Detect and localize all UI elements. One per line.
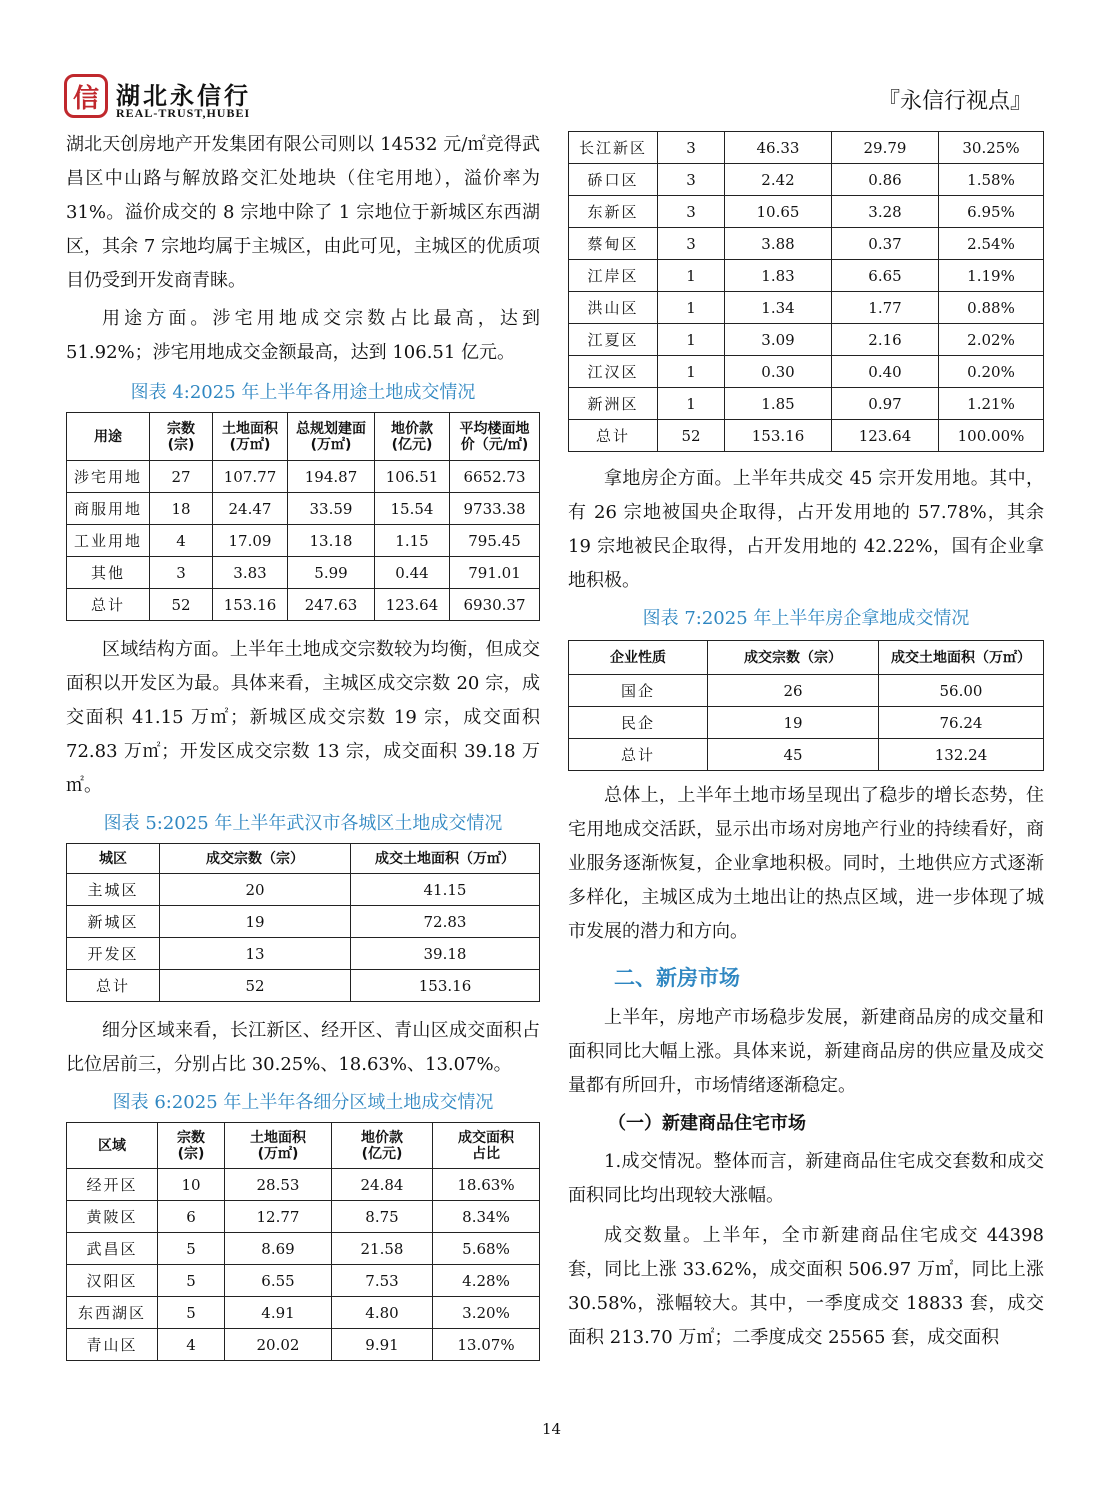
table-cell: 795.45: [450, 525, 540, 557]
table-cell: 0.86: [832, 164, 939, 196]
table-cell: 3.28: [832, 196, 939, 228]
table-cell: 6.55: [225, 1265, 332, 1297]
table-cell: 3.88: [725, 228, 832, 260]
table-cell: 总计: [569, 739, 708, 771]
column-header: 宗数 (宗): [158, 1123, 225, 1169]
table-cell: 76.24: [879, 707, 1044, 739]
table-cell: 10: [158, 1169, 225, 1201]
table-cell: 24.47: [213, 493, 288, 525]
table-cell: 商服用地: [67, 493, 150, 525]
table-cell: 123.64: [832, 420, 939, 452]
table-header-row: [67, 844, 540, 874]
table-cell: 18: [150, 493, 213, 525]
table-cell: 开发区: [67, 938, 160, 970]
table-total-row: [569, 420, 1044, 452]
sub-district-table: [66, 1122, 540, 1361]
table-cell: 194.87: [288, 461, 375, 493]
table-cell: 72.83: [351, 906, 540, 938]
paragraph: 用途方面。涉宅用地成交宗数占比最高，达到 51.92%；涉宅用地成交金额最高，达到 106.51 亿元。: [66, 308, 540, 363]
table-cell: 武昌区: [67, 1233, 158, 1265]
table-cell: 4.80: [332, 1297, 433, 1329]
developer-table: [568, 640, 1044, 771]
page-number: 14: [541, 1420, 562, 1438]
table-cell: 0.37: [832, 228, 939, 260]
table-cell: 6.65: [832, 260, 939, 292]
table-cell: 总计: [67, 589, 150, 621]
table-cell: 33.59: [288, 493, 375, 525]
table-cell: 107.77: [213, 461, 288, 493]
table-cell: 2.02%: [939, 324, 1044, 356]
table-row: [569, 675, 1044, 707]
table-cell: 247.63: [288, 589, 375, 621]
table-cell: 10.65: [725, 196, 832, 228]
table-cell: 46.33: [725, 132, 832, 164]
table-cell: 1.21%: [939, 388, 1044, 420]
table-cell: 6652.73: [450, 461, 540, 493]
table-row: [67, 1233, 540, 1265]
table-row: [569, 707, 1044, 739]
table-cell: 791.01: [450, 557, 540, 589]
table-cell: 12.77: [225, 1201, 332, 1233]
table-cell: 41.15: [351, 874, 540, 906]
paragraph: 成交数量。上半年，全市新建商品住宅成交 44398 套，同比上涨 33.62%，成交面积 506.97 万㎡，同比上涨 30.58%，涨幅较大。其中，一季度成交 18833 套，成交面积 213.70 万㎡；二季度成交 25565 套，成交面积: [568, 1225, 1044, 1348]
table-cell: 9733.38: [450, 493, 540, 525]
table-cell: 27: [150, 461, 213, 493]
table-cell: 6930.37: [450, 589, 540, 621]
column-header: 地价款 (亿元): [375, 413, 450, 461]
table-cell: 1: [658, 292, 725, 324]
table-cell: 4.91: [225, 1297, 332, 1329]
table-row: [569, 164, 1044, 196]
table-cell: 总计: [67, 970, 160, 1002]
brand-name: 湖北永信行: [116, 82, 251, 110]
paragraph: 上半年，房地产市场稳步发展，新建商品房的成交量和面积同比大幅上涨。具体来说，新建商品房的供应量及成交量都有所回升，市场情绪逐渐稳定。: [568, 1007, 1044, 1096]
column-header: 成交面积 占比: [433, 1123, 540, 1169]
table-row: [569, 292, 1044, 324]
table-row: [67, 1297, 540, 1329]
table-cell: 17.09: [213, 525, 288, 557]
table-cell: 总计: [569, 420, 658, 452]
sub-district-table-continued: [568, 131, 1044, 452]
left-column: [66, 128, 540, 1361]
paragraph: 总体上，上半年土地市场呈现出了稳步的增长态势，住宅用地成交活跃，显示出市场对房地产行业的持续看好，商业服务逐渐恢复，企业拿地积极。同时，土地供应方式逐渐多样化，主城区成为土地出让的热点区域，进一步体现了城市发展的潜力和方向。: [568, 785, 1044, 942]
table-cell: 20: [160, 874, 351, 906]
column-header: 成交宗数（宗）: [708, 641, 879, 675]
table-row: [569, 388, 1044, 420]
table-cell: 0.97: [832, 388, 939, 420]
column-title: 『永信行视点』: [877, 89, 1032, 114]
table-header-row: [67, 1123, 540, 1169]
table-row: [67, 874, 540, 906]
table-cell: 东新区: [569, 196, 658, 228]
table-cell: 29.79: [832, 132, 939, 164]
table-cell: 18.63%: [433, 1169, 540, 1201]
table-cell: 2.42: [725, 164, 832, 196]
table-row: [569, 196, 1044, 228]
table-cell: 4: [158, 1329, 225, 1361]
table-row: [569, 260, 1044, 292]
table-cell: 153.16: [213, 589, 288, 621]
table-cell: 江汉区: [569, 356, 658, 388]
column-header: 总规划建面 (万㎡): [288, 413, 375, 461]
table-cell: 153.16: [351, 970, 540, 1002]
table-row: [67, 1169, 540, 1201]
table-total-row: [67, 970, 540, 1002]
table-cell: 1.83: [725, 260, 832, 292]
table-cell: 52: [160, 970, 351, 1002]
table-cell: 3: [658, 164, 725, 196]
paragraph: 细分区域来看，长江新区、经开区、青山区成交面积占比位居前三，分别占比 30.25%、18.63%、13.07%。: [66, 1020, 540, 1075]
page-header: [64, 74, 1032, 122]
paragraph: 湖北天创房地产开发集团有限公司则以 14532 元/㎡竞得武昌区中山路与解放路交汇处地块（住宅用地），溢价率为 31%。溢价成交的 8 宗地中除了 1 宗地位于新城区东西湖区，其余 7 宗地均属于主城区，由此可见，主城区的优质项目仍受到开发商青睐。: [66, 134, 540, 291]
table-cell: 132.24: [879, 739, 1044, 771]
table-row: [67, 1201, 540, 1233]
table-cell: 5: [158, 1297, 225, 1329]
table-cell: 0.40: [832, 356, 939, 388]
table-row: [569, 228, 1044, 260]
table-cell: 21.58: [332, 1233, 433, 1265]
column-header: 成交宗数（宗）: [160, 844, 351, 874]
table-row: [569, 356, 1044, 388]
table-cell: 20.02: [225, 1329, 332, 1361]
table-cell: 青山区: [67, 1329, 158, 1361]
table-cell: 19: [160, 906, 351, 938]
right-column: [568, 131, 1044, 1355]
table-cell: 4.28%: [433, 1265, 540, 1297]
table-cell: 0.44: [375, 557, 450, 589]
table-row: [67, 493, 540, 525]
column-header: 企业性质: [569, 641, 708, 675]
table-cell: 2.54%: [939, 228, 1044, 260]
table-cell: 39.18: [351, 938, 540, 970]
paragraph: 区域结构方面。上半年土地成交宗数较为均衡，但成交面积以开发区为最。具体来看，主城区成交宗数 20 宗，成交面积 41.15 万㎡；新城区成交宗数 19 宗，成交面积 72.83 万㎡；开发区成交宗数 13 宗，成交面积 39.18 万㎡。: [66, 639, 540, 796]
table-cell: 涉宅用地: [67, 461, 150, 493]
table-cell: 国企: [569, 675, 708, 707]
table-caption: 图表 4:2025 年上半年各用途土地成交情况: [130, 382, 476, 403]
column-header: 成交土地面积（万㎡）: [879, 641, 1044, 675]
table-cell: 1: [658, 260, 725, 292]
table-cell: 0.88%: [939, 292, 1044, 324]
table-caption: 图表 5:2025 年上半年武汉市各城区土地成交情况: [103, 813, 503, 834]
table-row: [67, 906, 540, 938]
table-header-row: [67, 413, 540, 461]
table-row: [67, 525, 540, 557]
table-cell: 1.34: [725, 292, 832, 324]
table-cell: 9.91: [332, 1329, 433, 1361]
table-cell: 28.53: [225, 1169, 332, 1201]
section-heading: 二、新房市场: [614, 966, 740, 990]
table-cell: 13: [160, 938, 351, 970]
table-cell: 100.00%: [939, 420, 1044, 452]
table-cell: 5.99: [288, 557, 375, 589]
table-cell: 13.18: [288, 525, 375, 557]
table-cell: 主城区: [67, 874, 160, 906]
company-logo: 信: [64, 74, 108, 118]
table-cell: 3: [658, 132, 725, 164]
table-cell: 7.53: [332, 1265, 433, 1297]
table-cell: 45: [708, 739, 879, 771]
table-cell: 13.07%: [433, 1329, 540, 1361]
table-cell: 硚口区: [569, 164, 658, 196]
table-cell: 4: [150, 525, 213, 557]
table-caption: 图表 7:2025 年上半年房企拿地成交情况: [642, 608, 970, 629]
table-row: [67, 1329, 540, 1361]
table-cell: 黄陂区: [67, 1201, 158, 1233]
table-cell: 工业用地: [67, 525, 150, 557]
table-cell: 153.16: [725, 420, 832, 452]
table-cell: 3.09: [725, 324, 832, 356]
column-header: 土地面积 (万㎡): [213, 413, 288, 461]
table-cell: 3: [658, 228, 725, 260]
table-cell: 1.77: [832, 292, 939, 324]
table-row: [569, 324, 1044, 356]
table-cell: 洪山区: [569, 292, 658, 324]
table-cell: 52: [658, 420, 725, 452]
table-cell: 5: [158, 1233, 225, 1265]
table-cell: 1.19%: [939, 260, 1044, 292]
table-cell: 1.85: [725, 388, 832, 420]
table-row: [67, 461, 540, 493]
table-cell: 经开区: [67, 1169, 158, 1201]
table-cell: 5.68%: [433, 1233, 540, 1265]
column-header: 平均楼面地 价（元/㎡): [450, 413, 540, 461]
table-header-row: [569, 641, 1044, 675]
table-cell: 3: [658, 196, 725, 228]
table-cell: 52: [150, 589, 213, 621]
table-total-row: [569, 739, 1044, 771]
column-header: 宗数 (宗): [150, 413, 213, 461]
column-header: 城区: [67, 844, 160, 874]
table-cell: 5: [158, 1265, 225, 1297]
table-cell: 0.20%: [939, 356, 1044, 388]
district-table: [66, 843, 540, 1002]
table-cell: 东西湖区: [67, 1297, 158, 1329]
table-caption: 图表 6:2025 年上半年各细分区域土地成交情况: [112, 1092, 494, 1113]
table-cell: 106.51: [375, 461, 450, 493]
table-cell: 24.84: [332, 1169, 433, 1201]
table-cell: 新洲区: [569, 388, 658, 420]
table-cell: 江岸区: [569, 260, 658, 292]
brand-name-en: REAL-TRUST,HUBEI: [116, 106, 251, 120]
table-cell: 6: [158, 1201, 225, 1233]
table-cell: 1: [658, 324, 725, 356]
table-cell: 汉阳区: [67, 1265, 158, 1297]
table-cell: 15.54: [375, 493, 450, 525]
table-row: [569, 132, 1044, 164]
table-cell: 2.16: [832, 324, 939, 356]
table-cell: 民企: [569, 707, 708, 739]
table-cell: 8.34%: [433, 1201, 540, 1233]
table-cell: 19: [708, 707, 879, 739]
table-cell: 蔡甸区: [569, 228, 658, 260]
table-cell: 1.58%: [939, 164, 1044, 196]
table-cell: 1: [658, 388, 725, 420]
table-cell: 123.64: [375, 589, 450, 621]
table-cell: 8.75: [332, 1201, 433, 1233]
paragraph: 拿地房企方面。上半年共成交 45 宗开发用地。其中，有 26 宗地被国央企取得，占开发用地的 57.78%，其余 19 宗地被民企取得，占开发用地的 42.22%，国有企业拿地积极。: [568, 468, 1044, 591]
table-cell: 8.69: [225, 1233, 332, 1265]
land-use-table: [66, 412, 540, 621]
table-cell: 56.00: [879, 675, 1044, 707]
column-header: 区域: [67, 1123, 158, 1169]
table-cell: 江夏区: [569, 324, 658, 356]
table-cell: 6.95%: [939, 196, 1044, 228]
table-cell: 30.25%: [939, 132, 1044, 164]
column-header: 用途: [67, 413, 150, 461]
table-cell: 3: [150, 557, 213, 589]
table-cell: 26: [708, 675, 879, 707]
table-cell: 新城区: [67, 906, 160, 938]
table-row: [67, 557, 540, 589]
paragraph: 1.成交情况。整体而言，新建商品住宅成交套数和成交面积同比均出现较大涨幅。: [568, 1151, 1044, 1206]
table-cell: 0.30: [725, 356, 832, 388]
table-cell: 1: [658, 356, 725, 388]
column-header: 成交土地面积（万㎡）: [351, 844, 540, 874]
column-header: 土地面积 (万㎡): [225, 1123, 332, 1169]
column-header: 地价款 (亿元): [332, 1123, 433, 1169]
table-cell: 3.20%: [433, 1297, 540, 1329]
table-row: [67, 938, 540, 970]
table-cell: 1.15: [375, 525, 450, 557]
table-cell: 长江新区: [569, 132, 658, 164]
table-row: [67, 1265, 540, 1297]
table-cell: 3.83: [213, 557, 288, 589]
subsection-heading: （一）新建商品住宅市场: [608, 1113, 806, 1134]
table-cell: 其他: [67, 557, 150, 589]
table-total-row: [67, 589, 540, 621]
